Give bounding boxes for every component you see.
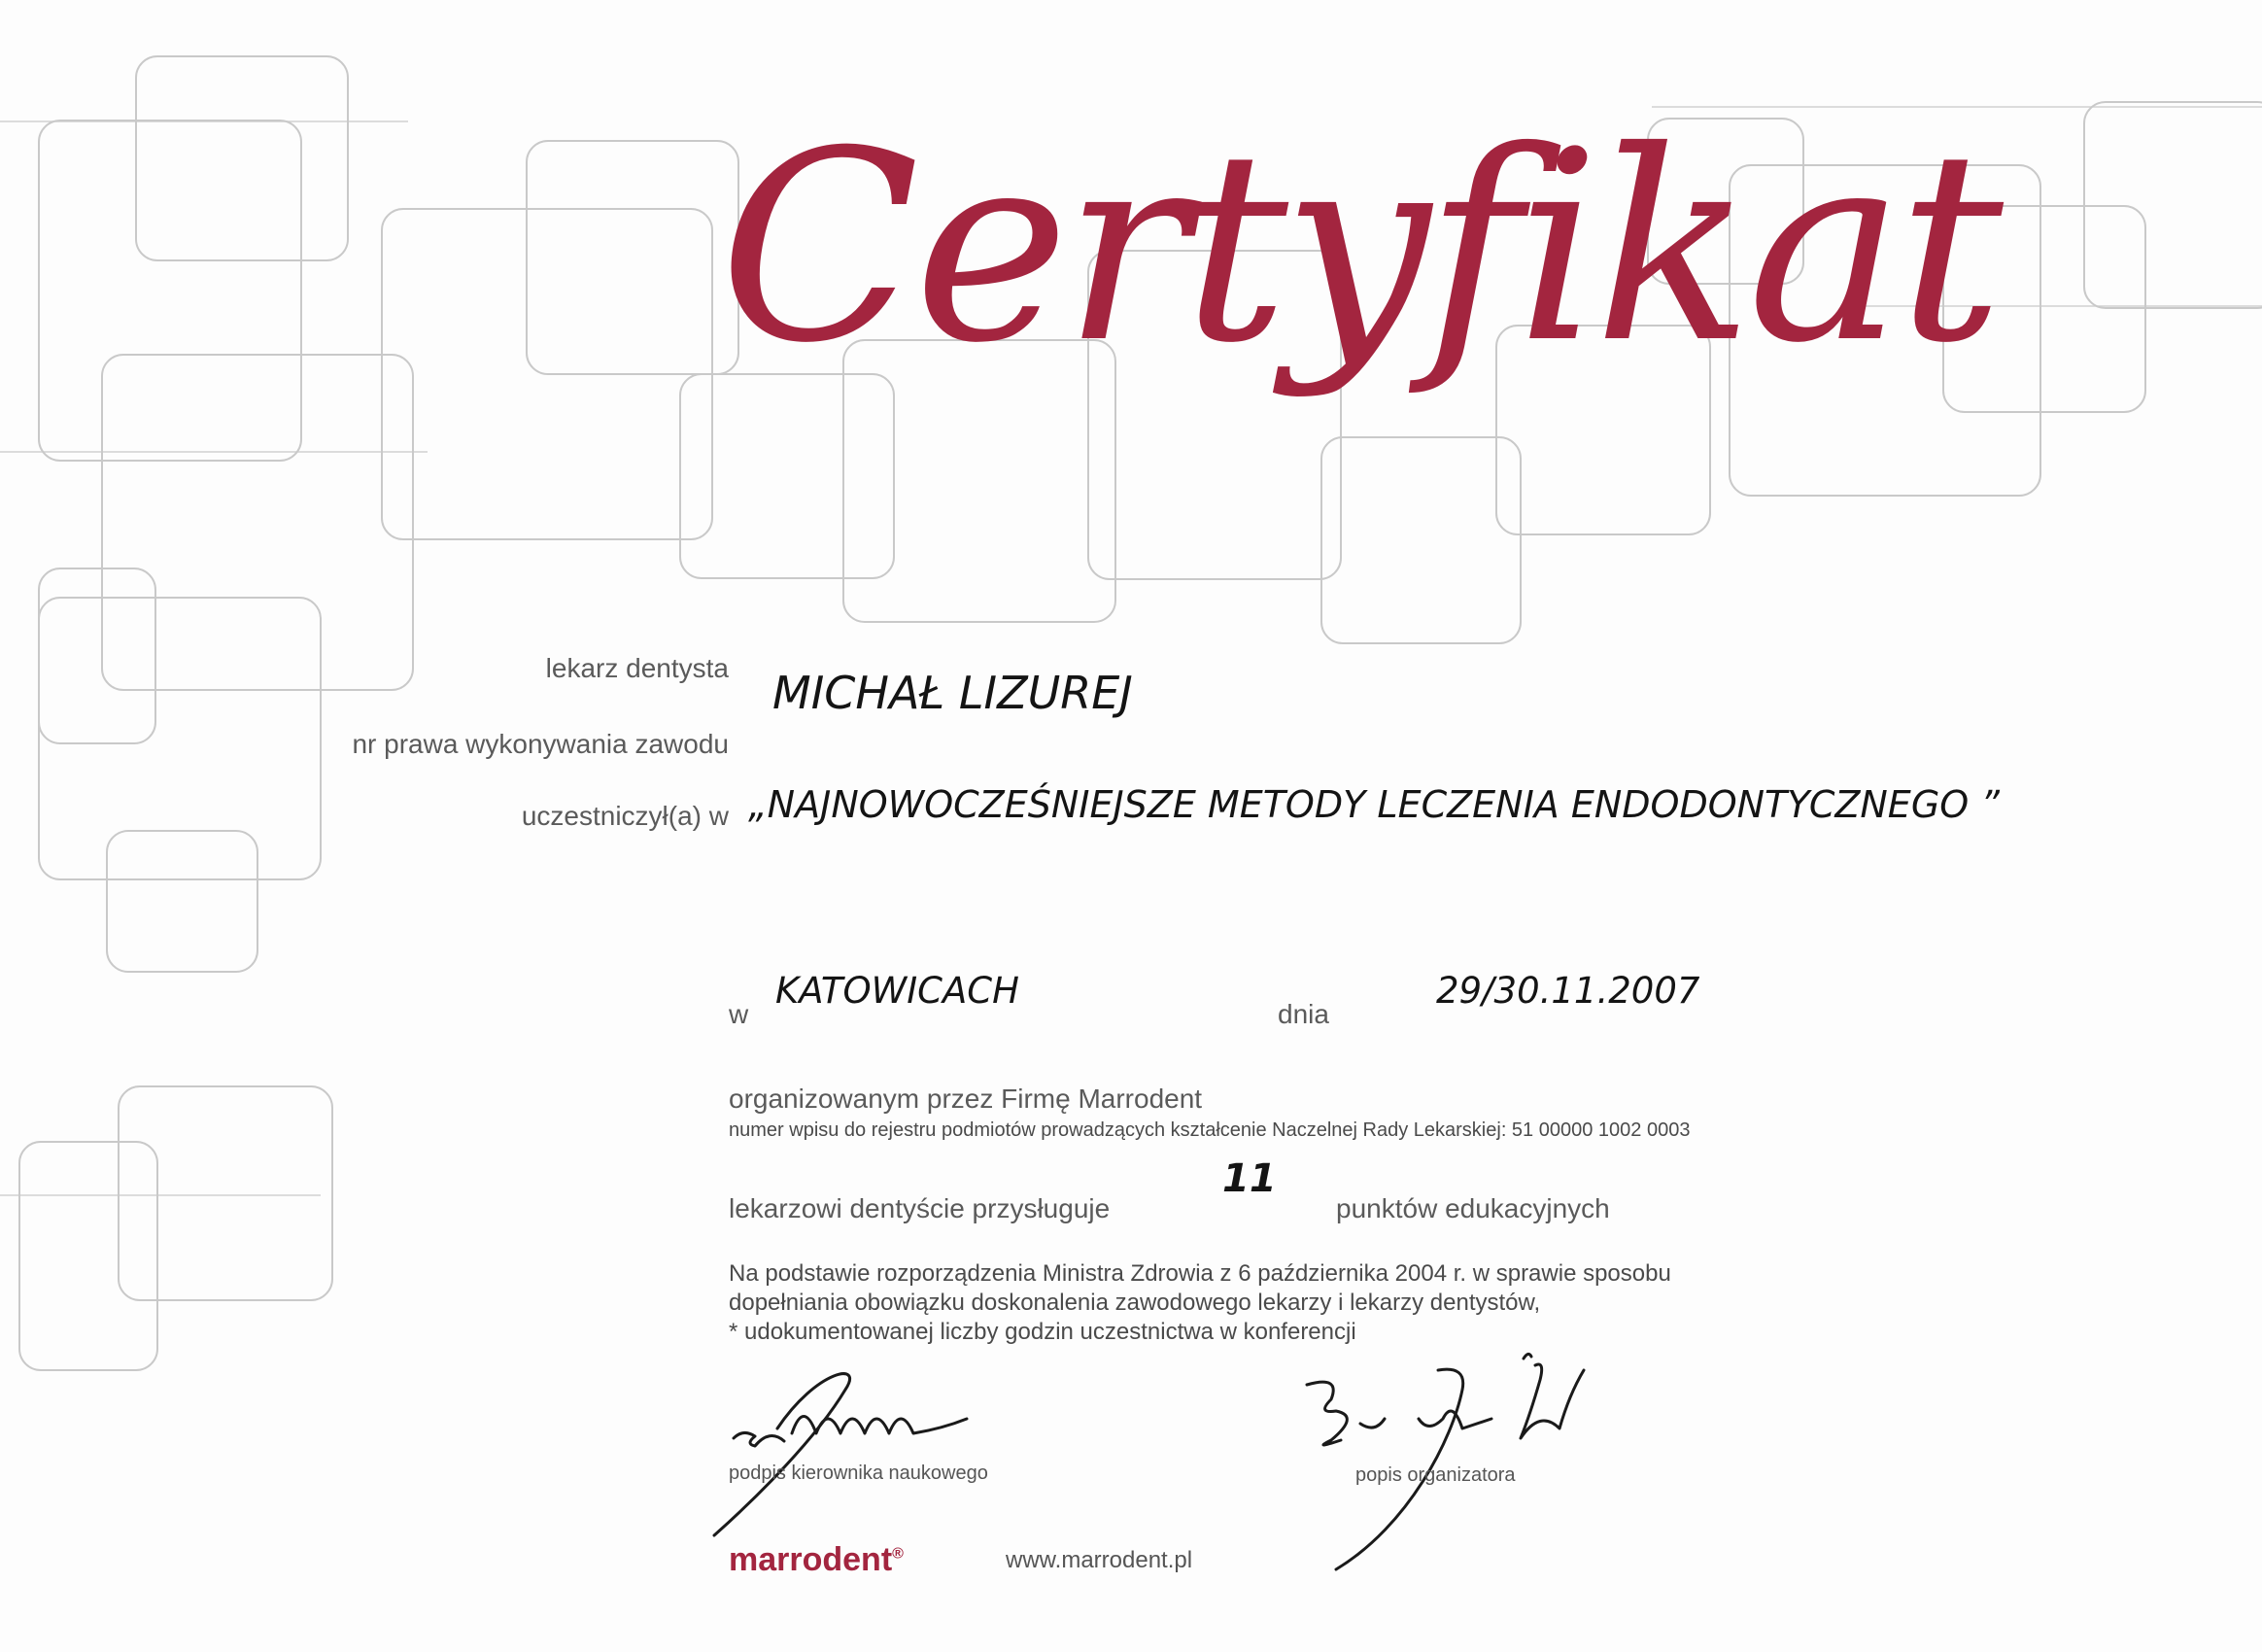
handwritten-signature-left — [700, 1351, 1049, 1545]
registered-mark: ® — [892, 1545, 904, 1563]
participated-label: uczestniczył(a) w — [521, 801, 729, 831]
place-value: KATOWICACH — [775, 970, 1019, 1012]
website-link[interactable]: www.marrodent.pl — [1006, 1547, 1193, 1573]
signature-left-caption: podpis kierownika naukowego — [729, 1463, 988, 1484]
points-suffix: punktów edukacyjnych — [1336, 1193, 1610, 1223]
profession-label: lekarz dentysta — [545, 653, 729, 683]
handwritten-signature-right — [1292, 1341, 1662, 1574]
place-label: w — [729, 999, 749, 1029]
signature-right-caption: popis organizatora — [1355, 1464, 1516, 1486]
participant-name: MICHAŁ LIZUREJ — [772, 667, 1133, 719]
brand-name: marrodent — [729, 1541, 893, 1578]
marrodent-logo — [729, 1541, 904, 1579]
organizer-line: organizowanym przez Firmę Marrodent — [729, 1084, 1203, 1114]
signature-left — [700, 1351, 1049, 1550]
legal-line: * udokumentowanej liczby godzin uczestnictwa w konferencji — [729, 1319, 1356, 1345]
date-label: dnia — [1278, 999, 1329, 1029]
legal-basis-text — [729, 1259, 1671, 1347]
course-title: „NAJNOWOCZEŚNIEJSZE METODY LECZENIA ENDODONTYCZNEGO ” — [748, 783, 2000, 826]
legal-line: dopełniania obowiązku doskonalenia zawodowego lekarzy i lekarzy dentystów, — [729, 1290, 1541, 1316]
certificate-title: Certyfikat — [719, 94, 1998, 400]
points-prefix: lekarzowi dentyście przysługuje — [729, 1193, 1111, 1223]
date-value: 29/30.11.2007 — [1436, 970, 1700, 1012]
legal-line: Na podstawie rozporządzenia Ministra Zdrowia z 6 października 2004 r. w sprawie sposobu — [729, 1260, 1671, 1287]
points-value: 11 — [1222, 1156, 1277, 1201]
registry-line: numer wpisu do rejestru podmiotów prowadzących kształcenie Naczelnej Rady Lekarskiej: 51 00000 1002 0003 — [729, 1119, 1691, 1141]
signature-right — [1292, 1341, 1662, 1579]
license-label: nr prawa wykonywania zawodu — [352, 729, 729, 759]
